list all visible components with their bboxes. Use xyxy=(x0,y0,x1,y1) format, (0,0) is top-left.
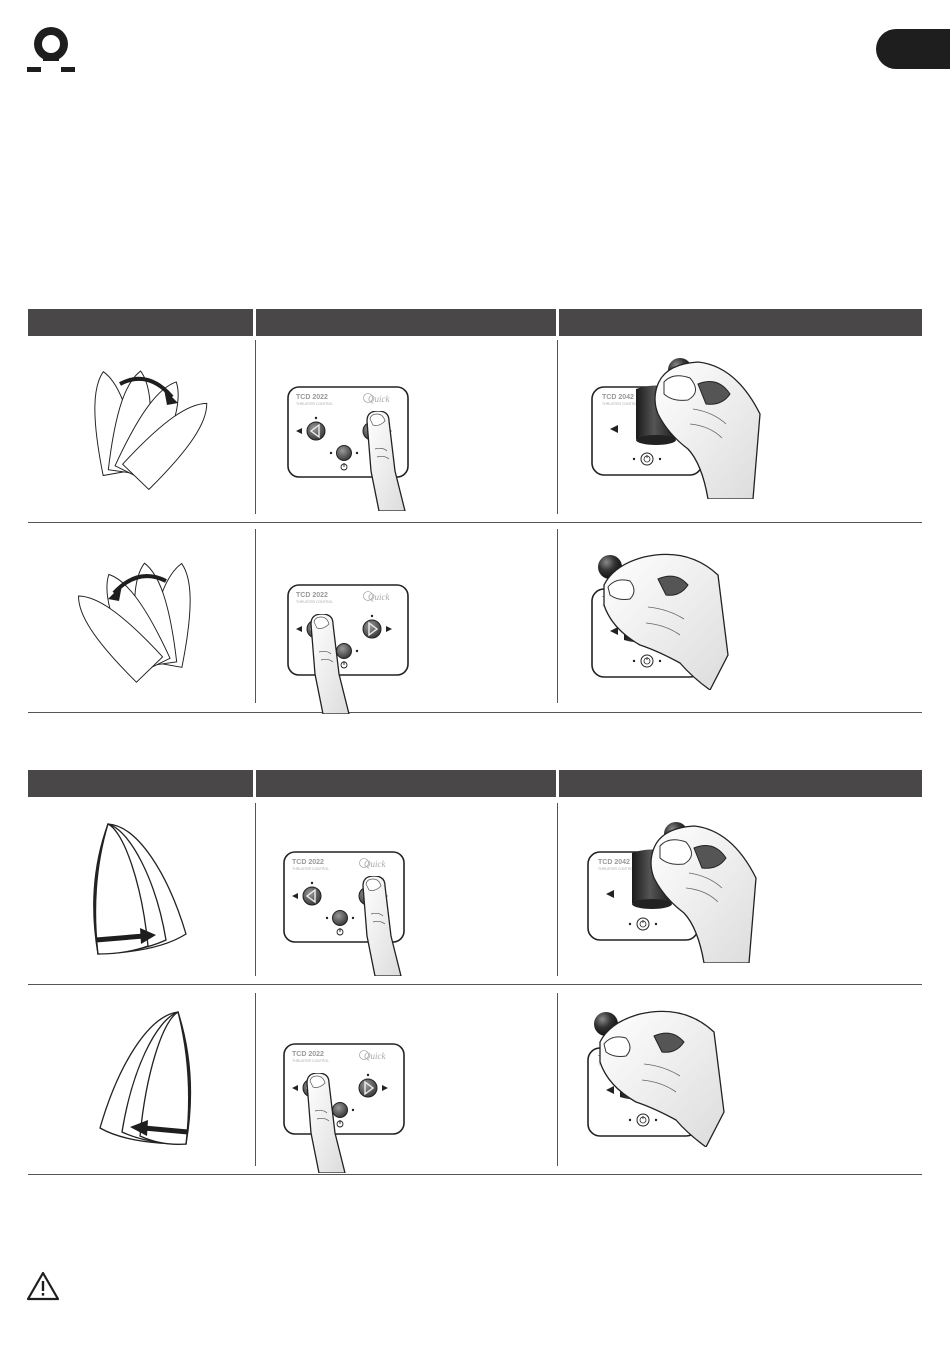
header-cell-panel xyxy=(256,770,556,797)
column-divider xyxy=(557,803,558,976)
table-header-bar xyxy=(28,770,922,797)
language-tab-marker xyxy=(876,29,950,69)
column-divider xyxy=(557,529,558,703)
boat-stern-rotate-left-icon xyxy=(88,1004,208,1154)
column-divider xyxy=(557,993,558,1166)
column-divider xyxy=(255,993,256,1166)
boat-bow-rotate-left-icon xyxy=(68,541,218,691)
row-divider xyxy=(28,712,922,713)
row-divider xyxy=(28,1174,922,1175)
row-divider xyxy=(28,522,922,523)
thruster-table-bow xyxy=(28,309,922,713)
hand-on-joystick xyxy=(584,1002,734,1147)
boat-bow-rotate-right-icon xyxy=(68,349,218,499)
column-divider xyxy=(255,529,256,703)
pressing-finger xyxy=(305,614,355,714)
warning-triangle-icon xyxy=(26,1270,60,1302)
header-cell-direction xyxy=(28,309,253,336)
boat-stern-rotate-right-icon xyxy=(78,814,198,964)
table-header-bar xyxy=(28,309,922,336)
column-divider xyxy=(255,803,256,976)
header-cell-joystick xyxy=(559,770,922,797)
column-divider xyxy=(255,340,256,514)
quick-q-logo-icon xyxy=(26,25,76,75)
hand-on-joystick xyxy=(618,354,768,499)
column-divider xyxy=(557,340,558,514)
hand-on-joystick xyxy=(614,818,764,963)
pressing-finger xyxy=(301,1073,351,1173)
row-divider xyxy=(28,984,922,985)
thruster-table-stern xyxy=(28,770,922,1175)
pressing-finger xyxy=(361,411,411,511)
header-cell-direction xyxy=(28,770,253,797)
header-cell-joystick xyxy=(559,309,922,336)
pressing-finger xyxy=(357,876,407,976)
hand-on-joystick xyxy=(588,545,738,690)
header-cell-panel xyxy=(256,309,556,336)
quick-logo xyxy=(26,25,76,75)
